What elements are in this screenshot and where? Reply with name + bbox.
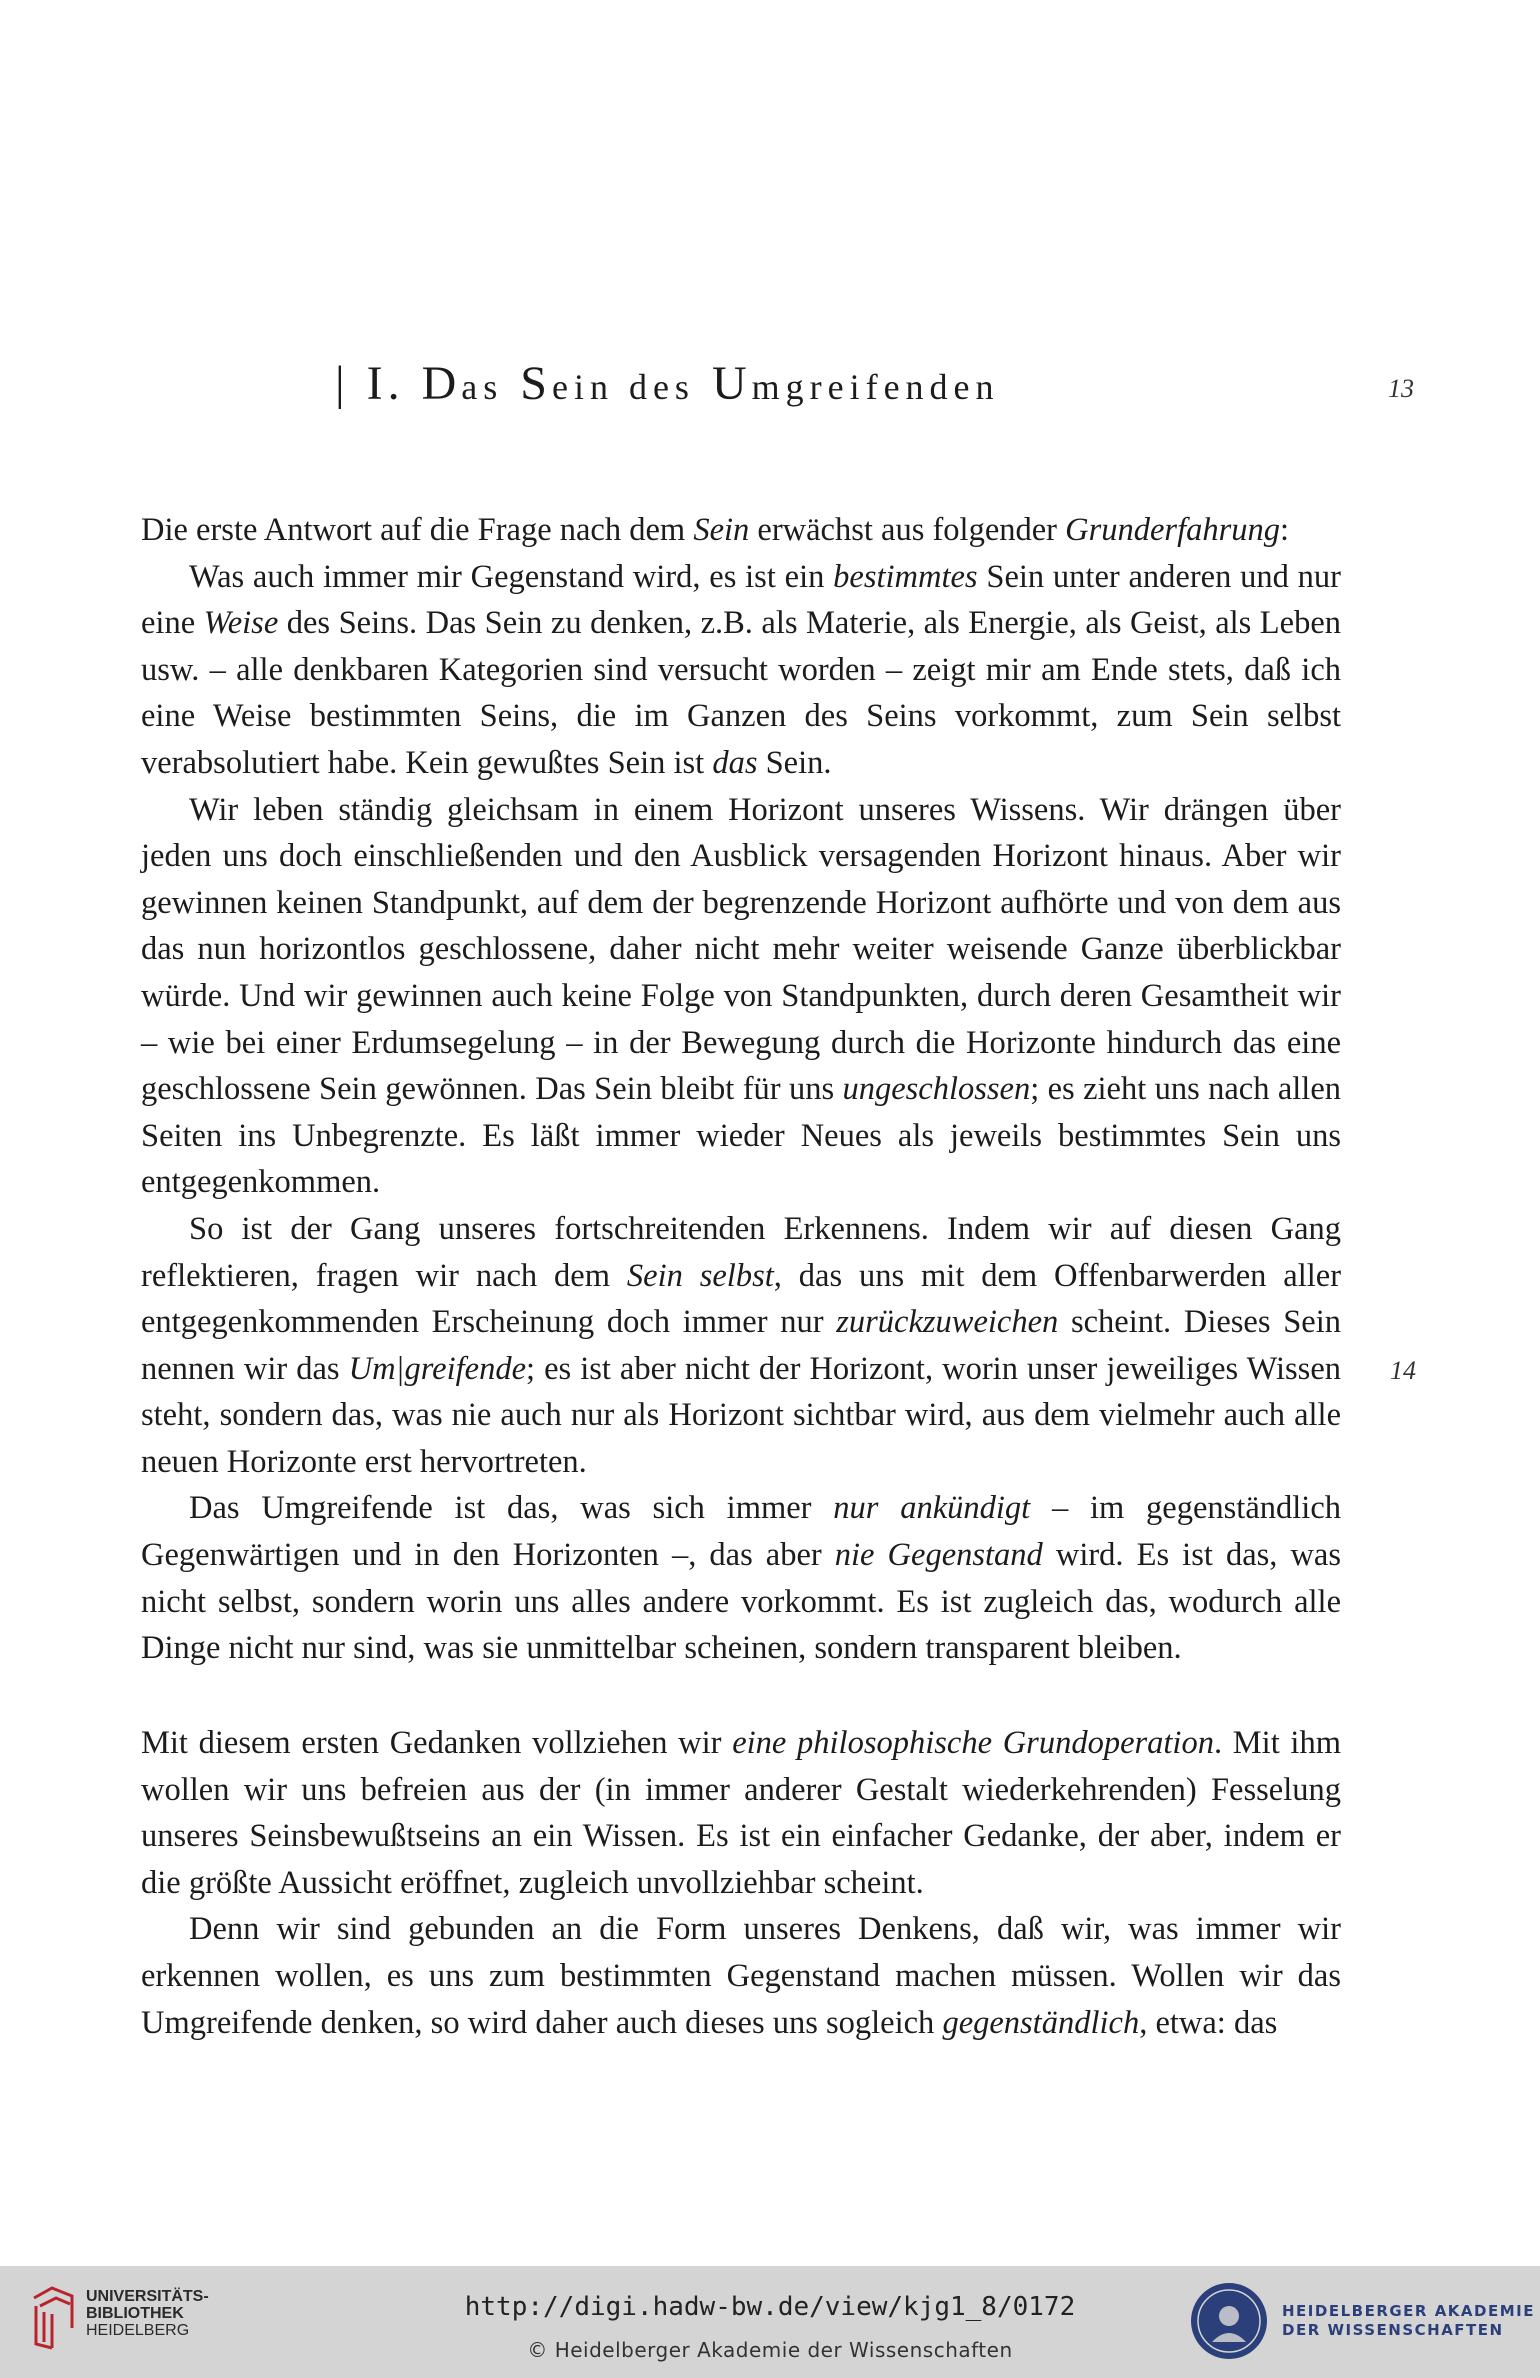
paragraph-2: Was auch immer mir Gegenstand wird, es ist ein bestimmtes Sein unter anderen und nur eine Weise des Seins. Das Sein zu denken, z.B. als Materie, als Energie, als Geist, als Leben usw. – alle denkbaren Kategorien sind versucht worden – zeigt mir am Ende stets, daß ich eine Weise bestimmten Seins, die im Ganzen des Seins vorkommt, zum Sein selbst verabsolutiert habe. Kein gewußtes Sein ist das Sein. [141,558,1341,781]
permalink-url[interactable]: http://digi.hadw-bw.de/view/kjg1_8/0172 [464,2292,1076,2322]
hadw-name: HEIDELBERGER AKADEMIE DER WISSENSCHAFTEN [1282,2302,1535,2339]
paragraph-3: Wir leben ständig gleichsam in einem Horizont unseres Wissens. Wir drängen über jeden uns doch einschließenden und den Ausblick versagenden Horizont hinaus. Aber wir gewinnen keinen Standpunkt, auf dem der begrenzende Horizont aufhörte und von dem aus das nun horizontlos geschlossene, daher nicht mehr weiter weisende Ganze überblickbar würde. Und wir gewinnen auch keine Folge von Standpunkten, durch deren Gesamtheit wir – wie bei einer Erdumsegelung – in der Bewegung durch die Horizonte hindurch das eine geschlossene Sein gewönnen. Das Sein bleibt für uns ungeschlossen; es zieht uns nach allen Seiten ins Unbegrenzte. Es läßt immer wieder Neues als jeweils bestimmtes Sein uns entgegenkommen. [141,791,1341,1201]
hadw-seal-logo-icon[interactable] [1188,2280,1270,2362]
body-text-section-1 [141,507,1341,1672]
page-number-margin-14: 14 [1390,1356,1416,1385]
paragraph-7: Denn wir sind gebunden an die Form unseres Denkens, daß wir, was immer wir erkennen wollen, es uns zum bestimmten Gegenstand machen müssen. Wollen wir das Umgreifende denken, so wird daher auch dieses uns sogleich gegenständlich, etwa: das [141,1911,1341,2041]
paragraph-6: Mit diesem ersten Gedanken vollziehen wir eine philosophische Grundoperation. Mit ihm wollen wir uns befreien aus der (in immer anderer Gestalt wiederkehrenden) Fesselung unseres Seinsbewußtseins an ein Wissen. Es ist ein einfacher Gedanke, der aber, indem er die größte Aussicht eröffnet, zugleich unvollziehbar scheint. [141,1725,1341,1901]
paragraph-4: So ist der Gang unseres fortschreitenden Erkennens. Indem wir auf diesen Gang reflektieren, fragen wir nach dem Sein selbst, das uns mit dem Offenbarwerden aller entgegenkommenden Erscheinung doch immer nur zurückzuweichen scheint. Dieses Sein nennen wir das Um|greifende; es ist aber nicht der Horizont, worin unser jeweiliges Wissen steht, sondern das, was nie auch nur als Horizont sichtbar wird, aus dem vielmehr auch alle neuen Horizonte erst hervortreten. [141,1210,1342,1480]
paragraph-5: Das Umgreifende ist das, was sich immer nur ankündigt – im gegenständlich Gegenwärtigen und in den Horizonten –, das aber nie Gegenstand wird. Es ist das, was nicht selbst, sondern worin uns alles andere vorkommt. Es ist zugleich das, wodurch alle Dinge nicht nur sind, was sie unmittelbar scheinen, sondern transparent bleiben. [141,1490,1341,1667]
body-text-section-2 [141,1720,1341,2046]
paragraph-1: Die erste Antwort auf die Frage nach dem Sein erwächst aus folgender Grunderfahrung: [141,512,1290,548]
footer-bar [0,2266,1540,2378]
chapter-heading: | I. Das Sein des Umgreifenden [335,357,1000,410]
page-number-margin: 13 [1388,374,1414,403]
copyright-notice: © Heidelberger Akademie der Wissenschaften [527,2338,1013,2362]
ub-heidelberg-name: UNIVERSITÄTS- BIBLIOTHEK HEIDELBERG [86,2288,209,2339]
